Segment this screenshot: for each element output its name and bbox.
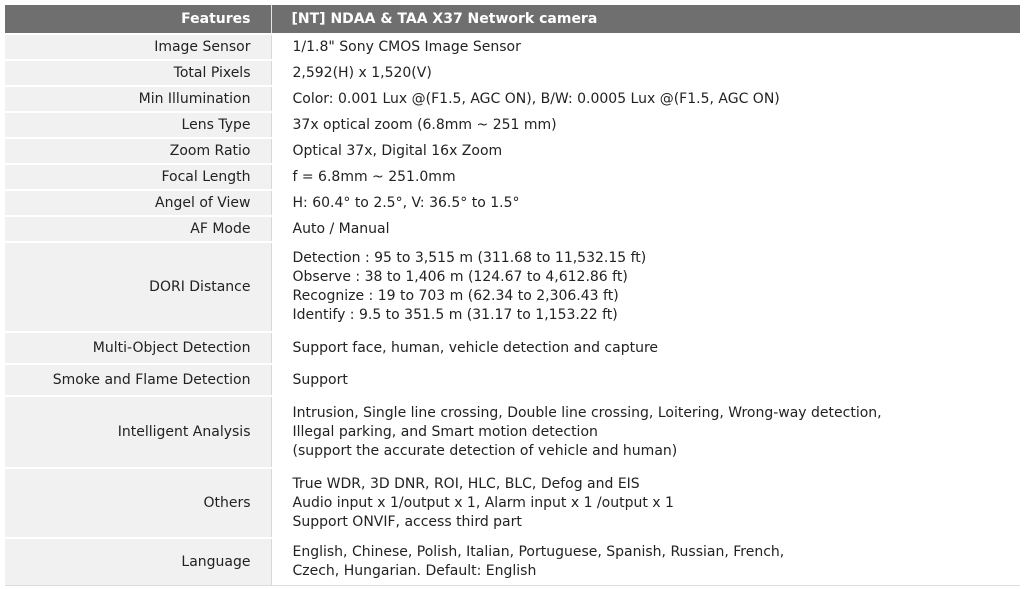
table-row [5,138,1020,164]
spec-label: Smoke and Flame Detection [5,364,271,396]
spec-value-line: True WDR, 3D DNR, ROI, HLC, BLC, Defog and EIS [292,475,640,492]
spec-value-line: Support face, human, vehicle detection and capture [292,339,659,356]
table-row [5,396,1020,468]
spec-label: Angel of View [5,190,271,216]
spec-value-line: 1/1.8" Sony CMOS Image Sensor [292,38,521,55]
table-row [5,86,1020,112]
spec-value-line: 37x optical zoom (6.8mm ~ 251 mm) [292,116,557,133]
spec-label: Others [5,468,271,538]
table-row [5,164,1020,190]
table-row [5,34,1020,60]
spec-value-line: English, Chinese, Polish, Italian, Portuguese, Spanish, Russian, French, [292,543,785,560]
table-row [5,538,1020,585]
spec-value-line: Support ONVIF, access third part [292,513,522,530]
spec-value-line: Optical 37x, Digital 16x Zoom [292,142,503,159]
spec-value-line: 2,592(H) x 1,520(V) [292,64,432,81]
spec-table [5,5,1020,586]
spec-label: AF Mode [5,216,271,242]
spec-value-line: Recognize : 19 to 703 m (62.34 to 2,306.43 ft) [292,288,619,304]
spec-value [271,164,1020,190]
table-row [5,112,1020,138]
spec-value [271,242,1020,332]
table-row [5,364,1020,396]
table-header-row [5,5,1020,34]
spec-value [271,60,1020,86]
header-product-title: [NT] NDAA & TAA X37 Network camera [271,5,1020,34]
spec-value [271,332,1020,364]
spec-value-line: Czech, Hungarian. Default: English [292,562,537,579]
table-row [5,190,1020,216]
spec-value [271,86,1020,112]
spec-value [271,468,1020,538]
spec-value-line: Identify : 9.5 to 351.5 m (31.17 to 1,153.22 ft) [292,307,618,323]
spec-label: Zoom Ratio [5,138,271,164]
table-row [5,332,1020,364]
spec-value [271,190,1020,216]
spec-value-line: Observe : 38 to 1,406 m (124.67 to 4,612.86 ft) [292,269,628,285]
spec-value-line: (support the accurate detection of vehicle and human) [292,442,678,459]
table-row [5,216,1020,242]
spec-label: Total Pixels [5,60,271,86]
spec-value-line: Auto / Manual [292,220,390,237]
spec-value-line: Illegal parking, and Smart motion detection [292,423,598,440]
spec-value [271,112,1020,138]
spec-label: Image Sensor [5,34,271,60]
spec-value-line: Color: 0.001 Lux @(F1.5, AGC ON), B/W: 0.0005 Lux @(F1.5, AGC ON) [292,90,780,107]
table-row [5,468,1020,538]
spec-label: Lens Type [5,112,271,138]
spec-value-line: Support [292,371,348,388]
table-row [5,60,1020,86]
spec-body [5,34,1020,585]
spec-value-line: Intrusion, Single line crossing, Double line crossing, Loitering, Wrong-way detection, [292,404,882,421]
spec-label: Intelligent Analysis [5,396,271,468]
spec-value [271,34,1020,60]
spec-value-line: H: 60.4° to 2.5°, V: 36.5° to 1.5° [292,194,520,211]
spec-label: Focal Length [5,164,271,190]
spec-value-line: Detection : 95 to 3,515 m (311.68 to 11,532.15 ft) [292,250,647,266]
spec-label: Multi-Object Detection [5,332,271,364]
header-features: Features [5,5,271,34]
spec-label: Language [5,538,271,585]
table-row [5,242,1020,332]
spec-value [271,364,1020,396]
spec-value [271,538,1020,585]
spec-value-line: f = 6.8mm ~ 251.0mm [292,168,456,185]
spec-value [271,396,1020,468]
spec-value-line: Audio input x 1/output x 1, Alarm input x 1 /output x 1 [292,494,674,511]
spec-value [271,216,1020,242]
spec-label: Min Illumination [5,86,271,112]
spec-value [271,138,1020,164]
spec-label: DORI Distance [5,242,271,332]
